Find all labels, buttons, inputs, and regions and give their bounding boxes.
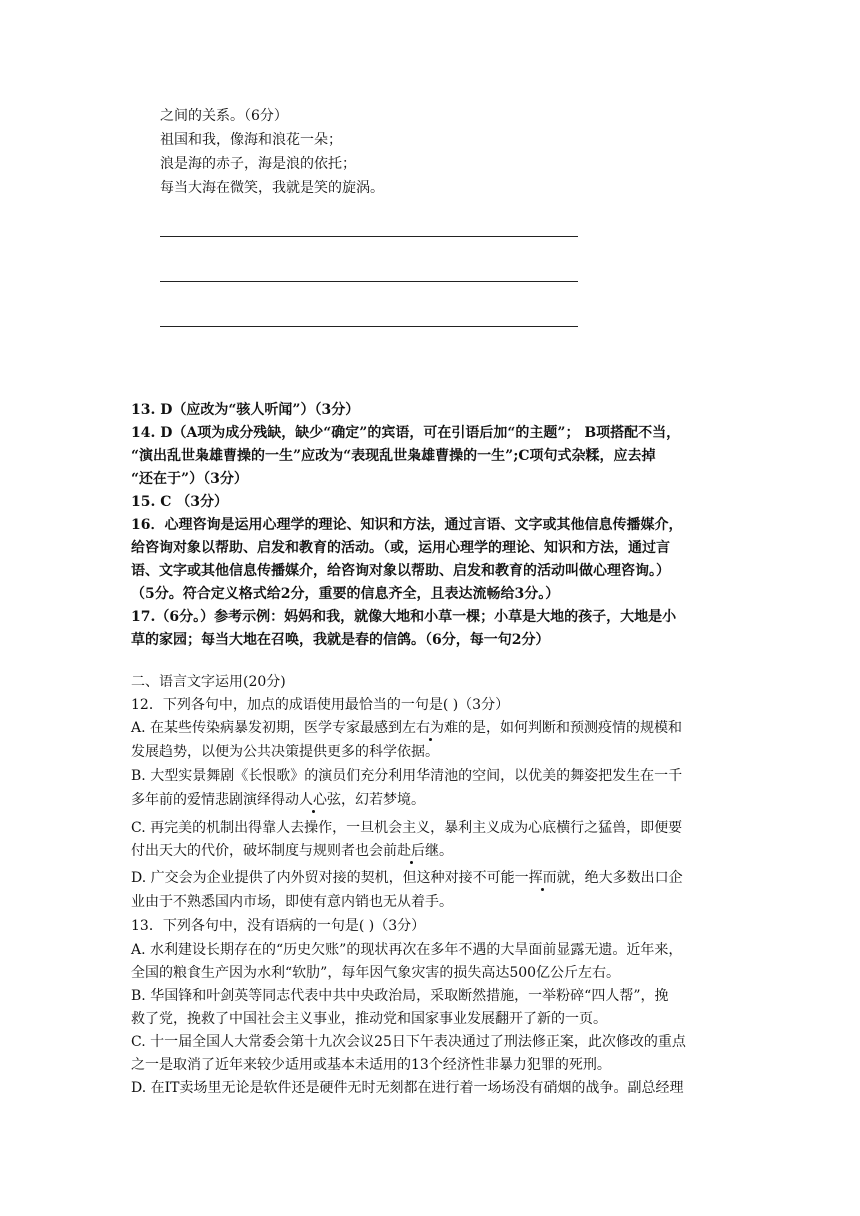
poem-intro: 之间的关系。（6分）	[160, 108, 288, 124]
answer-line: 14. D（A项为成分残缺，缺少“确定”的宾语，可在引语后加“的主题”； B项搭配不当，	[131, 425, 681, 441]
dotted-idiom: 左右为难	[402, 720, 459, 736]
answer-line: 语、文字或其他信息传播媒介，给咨询对象以帮助、启发和教育的活动叫做心理咨询。）	[131, 563, 670, 579]
answer-line: 草的家园；每当大地在召唤，我就是春的信鸽。（6分，每一句2分）	[131, 632, 550, 648]
dotted-idiom: 动人心弦	[285, 792, 341, 808]
question-stem: 13．下列各句中，没有语病的一句是( )（3分）	[131, 918, 426, 934]
option-b: B. 大型实景舞剧《长恨歌》的演员们充分利用华清池的空间，以优美的舞姿把发生在一千	[131, 768, 683, 784]
dotted-idiom: 一挥而就	[514, 870, 571, 886]
answer-line: 给咨询对象以帮助、启发和教育的活动。（或，运用心理学的理论、知识和方法，通过言	[131, 540, 670, 556]
option-a: A. 在某些传染病暴发初期，医学专家最感到左右为难的是，如何判断和预测疫情的规模和	[131, 720, 683, 736]
answer-blank-line	[160, 236, 578, 237]
option-a-cont: 发展趋势，以便为公共决策提供更多的科学依据。	[131, 744, 439, 760]
answer-line: “还在于”）（3分）	[131, 471, 248, 487]
answer-blank-line	[160, 326, 578, 327]
option-b-cont: 多年前的爱情悲剧演绎得动人心弦，幻若梦境。	[131, 792, 425, 808]
answer-line: 16．心理咨询是运用心理学的理论、知识和方法，通过言语、文字或其他信息传播媒介，	[131, 517, 683, 533]
question-stem: 12．下列各句中，加点的成语使用最恰当的一句是( )（3分）	[131, 697, 510, 713]
answer-line: 17.（6分。）参考示例：妈妈和我，就像大地和小草一棵；小草是大地的孩子，大地是小	[131, 609, 677, 625]
answer-line: （5分。符合定义格式给2分，重要的信息齐全，且表达流畅给3分。）	[131, 586, 560, 602]
answer-line: 13. D（应改为“骇人听闻”）（3分）	[131, 402, 360, 418]
option-c-cont: 付出天大的代价，破坏制度与规则者也会前赴后继。	[131, 843, 453, 859]
poem-line: 每当大海在微笑，我就是笑的旋涡。	[160, 180, 384, 196]
option-c-cont: 之一是取消了近年来较少适用或基本未适用的13个经济性非暴力犯罪的死刑。	[131, 1057, 611, 1073]
poem-line: 祖国和我，像海和浪花一朵；	[160, 132, 342, 148]
option-d: D. 在IT卖场里无论是软件还是硬件无时无刻都在进行着一场场没有硝烟的战争。副总经理	[131, 1080, 684, 1096]
answer-blank-line	[160, 281, 578, 282]
option-b-cont: 救了党，挽救了中国社会主义事业，推动党和国家事业发展翻开了新的一页。	[131, 1011, 607, 1027]
answer-line: 15. C （3分）	[131, 494, 228, 510]
option-b: B. 华国锋和叶剑英等同志代表中共中央政治局，采取断然措施，一举粉碎“四人帮”，挽	[131, 988, 669, 1004]
option-a: A. 水利建设长期存在的“历史欠账”的现状再次在多年不遇的大旱面前显露无遗。近年来，	[131, 942, 683, 958]
answer-line: “演出乱世枭雄曹操的一生”应改为“表现乱世枭雄曹操的一生”;C项句式杂糅，应去掉	[131, 448, 656, 464]
dotted-idiom: 前赴后继	[383, 843, 439, 859]
poem-line: 浪是海的赤子，海是浪的依托；	[160, 156, 356, 172]
option-d-cont: 业由于不熟悉国内市场，即使有意内销也无从着手。	[131, 894, 453, 910]
option-c: C. 再完美的机制出得靠人去操作，一旦机会主义，暴利主义成为心底横行之猛兽，即便要	[131, 820, 683, 836]
option-c: C. 十一届全国人大常委会第十九次会议25日下午表决通过了刑法修正案，此次修改的重点	[131, 1034, 686, 1050]
section-title: 二、语言文字运用(20分)	[131, 674, 286, 690]
option-a-cont: 全国的粮食生产因为水利“软肋”，每年因气象灾害的损失高达500亿公斤左右。	[131, 965, 621, 981]
option-d: D. 广交会为企业提供了内外贸对接的契机，但这种对接不可能一挥而就，绝大多数出口企	[131, 870, 683, 886]
